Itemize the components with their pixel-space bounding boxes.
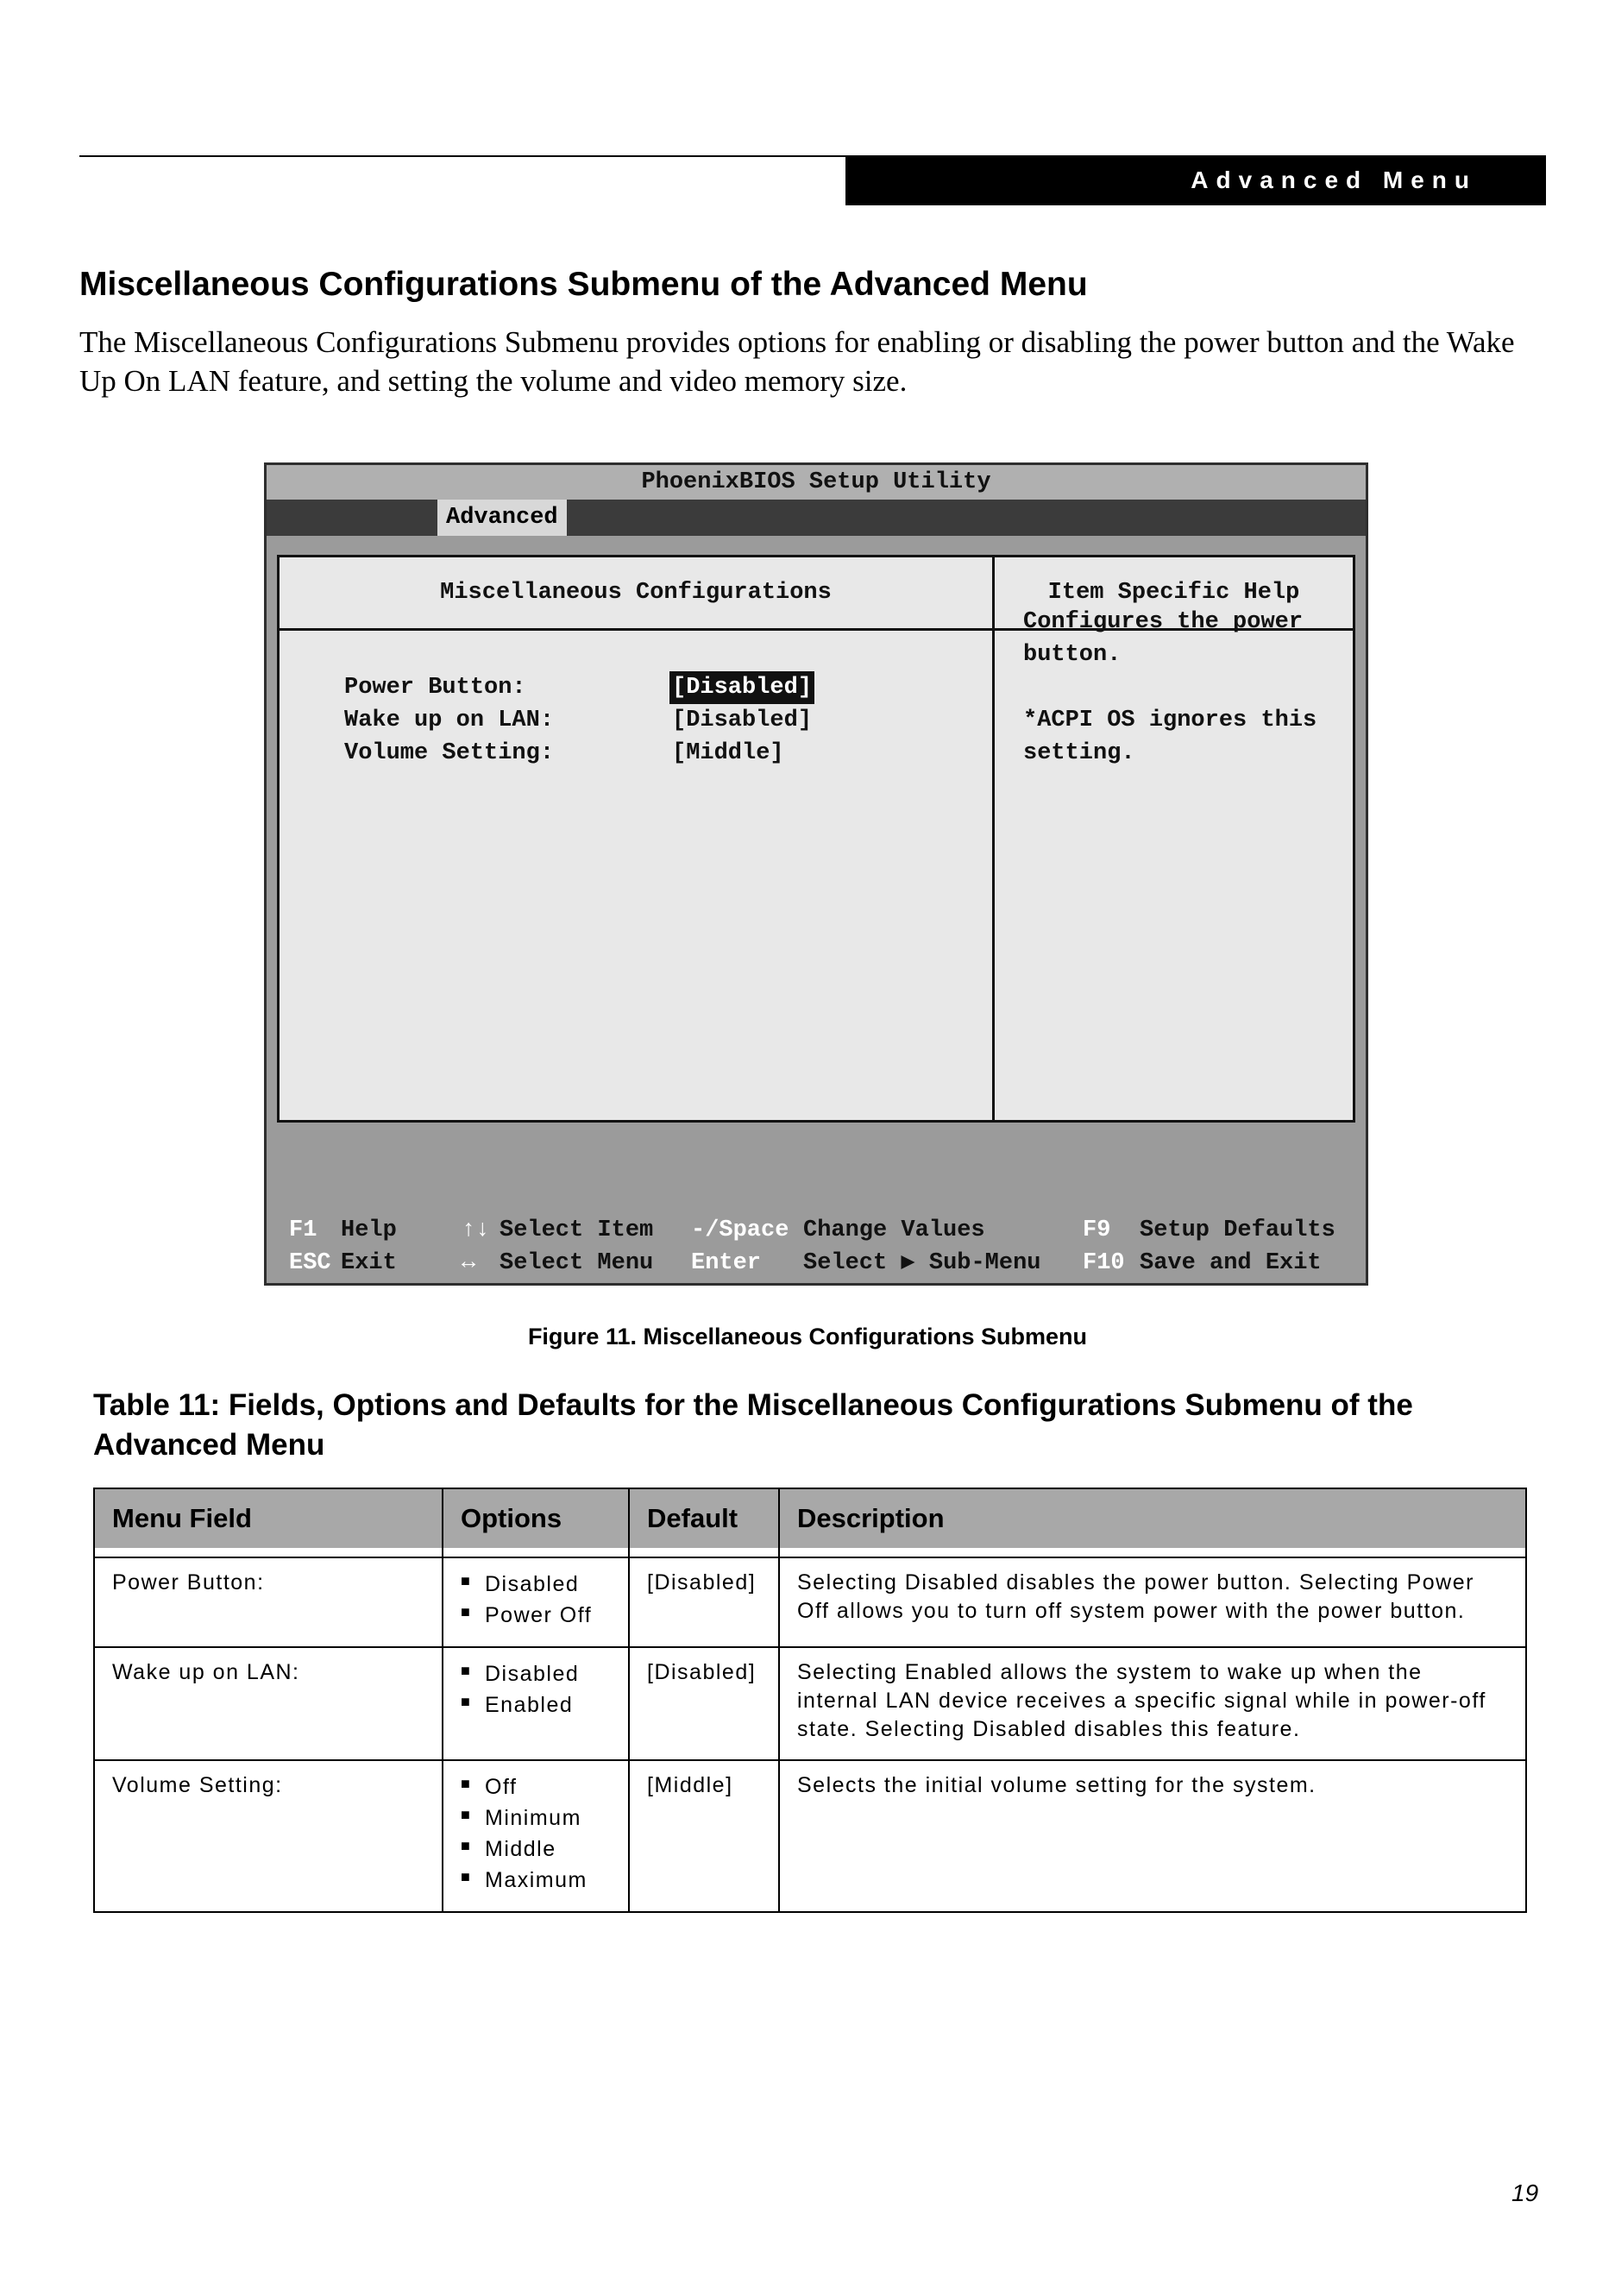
cell-description: Selects the initial volume setting for the system.	[779, 1760, 1526, 1912]
option-item: ■ Disabled	[461, 1658, 611, 1689]
key-f9: F9	[1083, 1217, 1111, 1243]
option-item: ■ Middle	[461, 1834, 611, 1865]
key-enter: Enter	[691, 1250, 762, 1276]
cell-description: Selecting Disabled disables the power button. Selecting Power Off allows you to turn off system power with the power button.	[779, 1557, 1526, 1647]
cell-default: [Disabled]	[629, 1557, 779, 1647]
option-item: ■ Minimum	[461, 1802, 611, 1834]
table-header-row	[94, 1488, 1526, 1548]
option-item: ■ Maximum	[461, 1865, 611, 1896]
cell-default: [Middle]	[629, 1760, 779, 1912]
key-f1: F1	[289, 1217, 317, 1243]
cell-field: Wake up on LAN:	[94, 1647, 443, 1760]
key-updown-icon: ↑↓	[462, 1217, 490, 1243]
key-f10: F10	[1083, 1250, 1125, 1276]
bios-help-line-1: Configures the power button.	[1023, 609, 1304, 668]
option-item: ■ Enabled	[461, 1689, 611, 1720]
option-item: ■ Off	[461, 1771, 611, 1802]
bios-title: PhoenixBIOS Setup Utility	[267, 465, 1366, 500]
bios-setting-value-volume[interactable]: [Middle]	[672, 740, 784, 766]
cell-field: Power Button:	[94, 1557, 443, 1647]
table-row	[94, 1647, 1526, 1760]
options-table	[93, 1488, 1527, 1913]
page-number: 19	[1511, 2180, 1539, 2206]
bios-setting-label-wol: Wake up on LAN:	[344, 708, 555, 733]
table-header-spacer	[94, 1548, 1526, 1557]
col-options: Options	[443, 1488, 629, 1548]
bios-tab-advanced[interactable]: Advanced	[437, 500, 567, 536]
bios-help-text	[1023, 606, 1351, 770]
bios-panel-title: Miscellaneous Configurations	[440, 580, 832, 606]
cell-options	[443, 1557, 629, 1647]
key-enter-desc: Select ▶ Sub-Menu	[803, 1250, 1041, 1276]
key-f10-desc: Save and Exit	[1140, 1250, 1322, 1276]
cell-description: Selecting Enabled allows the system to wake up when the internal LAN device receives a specific signal while in power-off state. Selecting Disabled disables this feature.	[779, 1647, 1526, 1760]
cell-default: [Disabled]	[629, 1647, 779, 1760]
key-f9-desc: Setup Defaults	[1140, 1217, 1335, 1243]
key-updown-desc: Select Item	[500, 1217, 654, 1243]
bios-setting-label-power: Power Button:	[344, 675, 526, 701]
option-item: ■ Power Off	[461, 1600, 611, 1631]
key-f1-desc: Help	[341, 1217, 397, 1243]
col-default: Default	[629, 1488, 779, 1548]
col-description: Description	[779, 1488, 1526, 1548]
key-esc: ESC	[289, 1250, 331, 1276]
cell-options	[443, 1647, 629, 1760]
bios-help-line-2: *ACPI OS ignores this setting.	[1023, 708, 1317, 766]
cell-options	[443, 1760, 629, 1912]
intro-paragraph: The Miscellaneous Configurations Submenu provides options for enabling or disabling the power button and the Wake Up On LAN feature, and setting the volume and video memory size.	[79, 325, 1515, 398]
bios-setting-label-volume: Volume Setting:	[344, 740, 555, 766]
key-esc-desc: Exit	[341, 1250, 397, 1276]
bios-column-divider	[992, 557, 995, 1120]
col-menu-field: Menu Field	[94, 1488, 443, 1548]
bios-setting-value-power[interactable]: [Disabled]	[669, 671, 814, 704]
section-label: Advanced Menu	[1191, 167, 1477, 193]
cell-field: Volume Setting:	[94, 1760, 443, 1912]
figure-caption: Figure 11. Miscellaneous Configurations Submenu	[527, 1324, 1088, 1349]
bios-main-panel	[277, 555, 1355, 1123]
bios-setting-value-wol[interactable]: [Disabled]	[672, 708, 813, 733]
table-row	[94, 1557, 1526, 1647]
key-leftright-icon: ↔	[462, 1250, 476, 1276]
key-leftright-desc: Select Menu	[500, 1250, 654, 1276]
section-header-bar	[845, 155, 1546, 205]
key-space-desc: Change Values	[803, 1217, 985, 1243]
table-row	[94, 1760, 1526, 1912]
table-title: Table 11: Fields, Options and Defaults for the Miscellaneous Configurations Submenu of the Advanced Menu	[93, 1388, 1413, 1462]
key-space: -/Space	[691, 1217, 789, 1243]
bios-help-title: Item Specific Help	[1047, 580, 1300, 606]
header-rule	[79, 155, 845, 157]
bios-screenshot	[264, 462, 1368, 1286]
section-title: Miscellaneous Configurations Submenu of the Advanced Menu	[79, 266, 1088, 303]
bios-key-legend	[267, 1214, 1366, 1283]
option-item: ■ Disabled	[461, 1569, 611, 1600]
bios-menu-bar	[267, 500, 1366, 536]
